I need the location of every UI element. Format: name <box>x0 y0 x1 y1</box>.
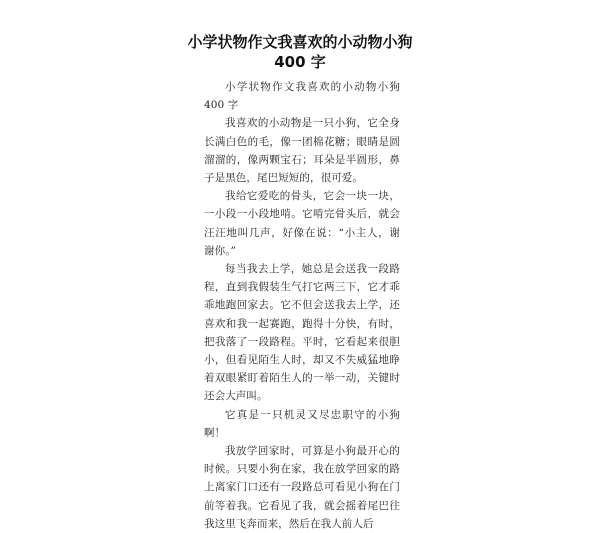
paragraph-loyal: 它真是一只机灵又尽忠职守的小狗啊！ <box>204 408 400 439</box>
body-subtitle: 小学状物作文我喜欢的小动物小狗 400 字 <box>204 81 400 112</box>
paragraph-school: 每当我去上学，她总是会送我一段路程，直到我假装生气打它两三下，它才乖乖地跑回家去。它不但会送我去上学，还喜欢和我一起赛跑，跑得十分快，有时，把我落了一段路程。平时，它看起来很胆小，但看见陌生人时，却又不失威猛地睁着双眼紧盯着陌生人的一举一动，关键时还会大声叫。 <box>204 263 400 403</box>
paragraph-homecoming: 我放学回家时，可算是小狗最开心的时候。只要小狗在家，我在放学回家的路上离家门口还有一段路总可看见小狗在门前等着我。它看见了我，就会摇着尾巴往我这里飞奔而来，然后在我人前人后 <box>204 445 400 530</box>
document-title <box>0 32 600 72</box>
paragraph-eating: 我给它爱吃的骨头，它会一块一块，一小段一小段地啃。它啃完骨头后，就会汪汪地叫几声，好像在说：“小主人，谢谢你。” <box>204 190 400 257</box>
paragraph-appearance: 我喜欢的小动物是一只小狗，它全身长满白色的毛，像一团棉花糖；眼睛是圆溜溜的，像两颗宝石；耳朵是半圆形，鼻子是黑色，尾巴短短的，很可爱。 <box>204 117 400 185</box>
title-line-1: 小学状物作文我喜欢的小动物小狗 <box>187 33 413 51</box>
document-body <box>204 78 400 533</box>
title-line-2: 400 字 <box>274 53 326 71</box>
